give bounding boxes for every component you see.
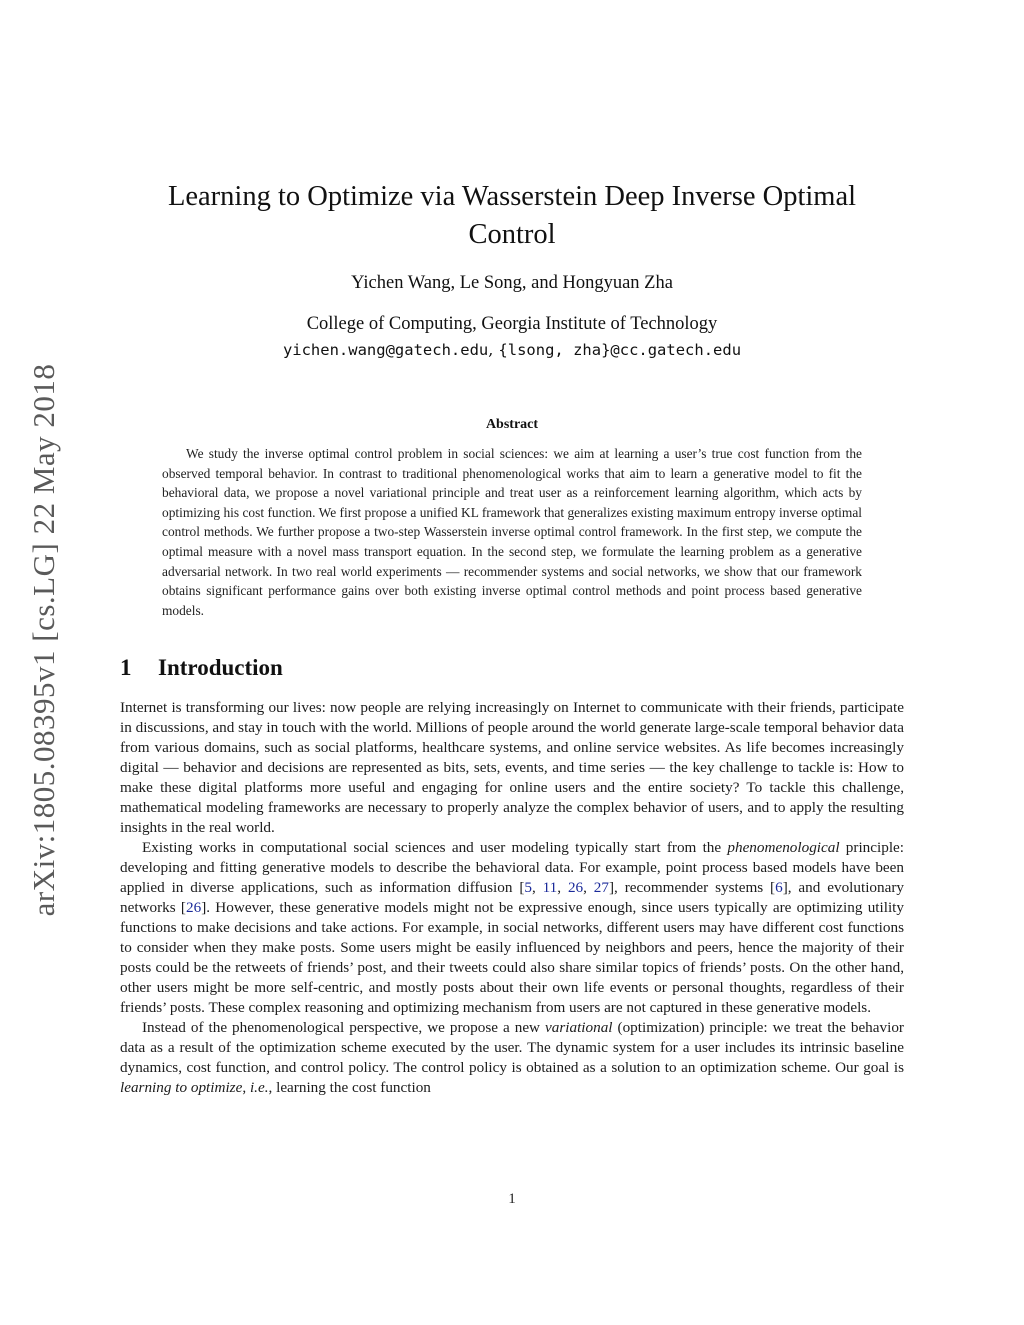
author-list: Yichen Wang, Le Song, and Hongyuan Zha	[351, 273, 673, 293]
citation-link[interactable]: 5	[524, 879, 532, 896]
email-separator: ,	[488, 340, 499, 359]
citation-link[interactable]: 11	[542, 879, 558, 896]
citation-separator: ,	[583, 879, 594, 896]
page-number: 1	[508, 1191, 516, 1207]
email-song-zha[interactable]: {lsong, zha}@cc.gatech.edu	[498, 341, 742, 359]
paragraph-text: ,	[242, 1079, 250, 1096]
paragraph-text: ]. However, these generative models might not be expressive enough, since users typically are optimizing utility functions to make decisions and take actions. For example, in social networks, different users may have different cost functions to consider when they make posts. Some users might be easily influenced by neighbors and peers, hence the majority of their posts could be the retweets of friends’ post, and their tweets could also share similar topics of friends’ posts. On the other hand, other users might be more self-centric, and mostly posts about their own life events or personal thoughts, regardless of their friends’ posts. These complex reasoning and optimizing mechanism from users are not captured in these generative models.	[120, 899, 904, 1016]
citation-link[interactable]: 6	[775, 879, 783, 896]
intro-paragraph-2	[120, 838, 904, 1018]
arxiv-identifier-stamp: arXiv:1805.08395v1 [cs.LG] 22 May 2018	[26, 363, 61, 917]
title-line-1: Learning to Optimize via Wasserstein Deep Inverse Optimal	[167, 181, 857, 212]
abstract-text: We study the inverse optimal control problem in social sciences: we aim at learning a user’s true cost function from the observed temporal behavior. In contrast to traditional phenomenological works that aim to learn a generative model to fit the behavioral data, we propose a novel variational principle and treat user as a reinforcement learning algorithm, which acts by optimizing his cost function. We first propose a unified KL framework that generalizes existing maximum entropy inverse optimal control methods. We further propose a two-step Wasserstein inverse optimal control framework. In the first step, we compute the optimal measure with a novel mass transport equation. In the second step, we formulate the learning problem as a generative adversarial network. In two real world experiments — recommender systems and social networks, we show that our framework obtains significant performance gains over both existing inverse optimal control methods and point process based generative models.	[162, 446, 862, 618]
emphasis-ie: i.e.	[249, 1079, 269, 1096]
intro-paragraph-3	[120, 1018, 904, 1098]
paragraph-text: principle: developing and fitting generative models to describe the behavioral data. For example, point process based models have been applied in diverse applications, such as information diffusion [	[120, 839, 905, 896]
citation-link[interactable]: 26	[186, 899, 202, 916]
emphasis-phenomenological: phenomenological	[727, 839, 840, 856]
paragraph-text: , learning the cost function	[268, 1079, 431, 1096]
paragraph-text: ], and evolutionary networks [	[120, 879, 904, 916]
abstract-heading: Abstract	[485, 417, 539, 432]
section-title: Introduction	[158, 655, 283, 680]
paragraph-text: Existing works in computational social sciences and user modeling typically start from the	[142, 839, 728, 856]
introduction-body	[120, 698, 904, 1098]
email-wang[interactable]: yichen.wang@gatech.edu	[282, 341, 489, 359]
citation-link[interactable]: 27	[593, 879, 609, 896]
author-affiliation: College of Computing, Georgia Institute of Technology	[306, 314, 718, 334]
citation-link[interactable]: 26	[567, 879, 584, 896]
emphasis-variational: variational	[545, 1019, 613, 1036]
paper-title	[120, 178, 904, 254]
paragraph-text: Instead of the phenomenological perspective, we propose a new	[142, 1019, 546, 1036]
paragraph-text: ], recommender systems [	[608, 879, 776, 896]
intro-paragraph-1: Internet is transforming our lives: now people are relying increasingly on Internet to communicate with their friends, participate in discussions, and stay in touch with the world. Millions of people around the world generate large-scale temporal behavior data from various domains, such as social platforms, healthcare systems, and online service websites. As life becomes increasingly digital — behavior and decisions are represented as bits, sets, events, and time series — the key challenge to tackle is: How to make these digital platforms more useful and engaging for online users and the entire society? To tackle this challenge, mathematical modeling frameworks are necessary to properly analyze the complex behavior of users, and to apply the resulting insights in the real world.	[120, 699, 904, 836]
emphasis-learning-to-optimize: learning to optimize	[120, 1079, 243, 1096]
paragraph-text: (optimization) principle: we treat the behavior data as a result of the optimization scheme executed by the user. The dynamic system for a user includes its intrinsic baseline dynamics, cost function, and control policy. The control policy is obtained as a solution to an optimization scheme. Our goal is	[120, 1019, 904, 1076]
citation-separator: ,	[531, 879, 543, 896]
section-number: 1	[120, 655, 132, 680]
section-heading-introduction	[120, 655, 283, 681]
author-emails	[120, 340, 904, 359]
citation-separator: ,	[557, 879, 568, 896]
title-line-2: Control	[468, 219, 556, 250]
